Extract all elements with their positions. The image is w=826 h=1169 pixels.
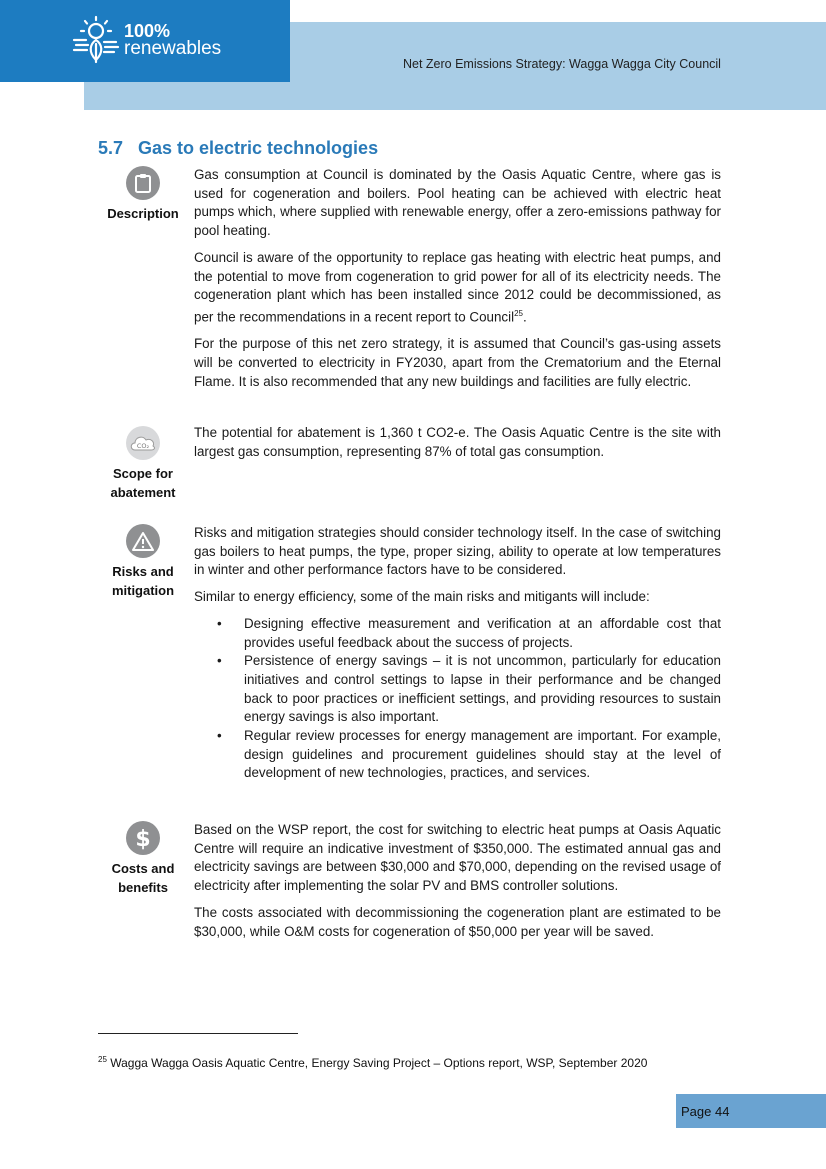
description-paragraph-2: [194, 249, 721, 327]
clipboard-icon: [126, 166, 160, 200]
costs-paragraph-2: The costs associated with decommissioning the cogeneration plant are estimated to be $30,000, while O&M costs for cogeneration of $50,000 per year will be saved.: [194, 904, 721, 939]
section-heading: [98, 138, 378, 159]
risks-label-2: mitigation: [111, 583, 175, 598]
risks-paragraph-1: Risks and mitigation strategies should consider technology itself. In the case of switching gas boilers to heat pumps, the type, proper sizing, ability to operate at low temperatures in winter and other performance factors have to be considered.: [194, 525, 721, 578]
costs-body: [194, 821, 721, 949]
document-title: Net Zero Emissions Strategy: Wagga Wagga City Council: [403, 57, 721, 71]
scope-label-2: abatement: [110, 485, 176, 500]
section-number: 5.7: [98, 138, 124, 158]
logo-panel: [0, 0, 290, 82]
dollar-icon: [126, 821, 160, 855]
logo-line-1: 100%: [124, 21, 171, 41]
svg-text:CO₂: CO₂: [136, 442, 150, 450]
footnote-text: Wagga Wagga Oasis Aquatic Centre, Energy Saving Project – Options report, WSP, September 2020: [106, 1056, 648, 1070]
scope-paragraph-1: The potential for abatement is 1,360 t CO2-e. The Oasis Aquatic Centre is the site with largest gas consumption, representing 87% of total gas consumption.: [194, 425, 721, 459]
footnote-number: 25: [98, 1055, 107, 1064]
list-item: • Regular review processes for energy management are important. For example, design guidelines and procurement guidelines should stay at the level of development of new technologies, practices, and services.: [244, 727, 721, 783]
description-paragraph-2-end: .: [522, 309, 527, 325]
logo-wordmark: [124, 22, 221, 58]
description-paragraph-1: Gas consumption at Council is dominated by the Oasis Aquatic Centre, where gas is used for cogeneration and boilers. Pool heating can be achieved with electric heat pumps which, where supplied with renewable energy, offer a zero-emissions pathway for pool heating.: [194, 167, 721, 239]
footnote: [98, 1055, 647, 1070]
description-sidebar: [100, 166, 186, 223]
list-item: • Persistence of energy savings – it is not uncommon, particularly for education initiatives and control settings to lapse in their performance and be changed back to poor practices or inefficient settings, and providing resources to sustain energy savings is also important.: [244, 652, 721, 727]
warning-icon: [126, 524, 160, 558]
description-body: [194, 166, 721, 399]
page-number: Page 44: [681, 1103, 730, 1119]
scope-label-1: Scope for: [113, 466, 173, 481]
costs-paragraph-1: Based on the WSP report, the cost for switching to electric heat pumps at Oasis Aquatic Centre will require an indicative investment of $350,000. The estimated annual gas and electricity savings are between $30,000 and $70,000, depending on the revised usage of electricity after implementing the solar PV and BMS controller solutions.: [194, 822, 721, 894]
sun-leaf-logo-icon: [72, 14, 120, 64]
footnote-reference: 25: [514, 308, 523, 318]
risks-bullet-list: [194, 615, 721, 783]
scope-sidebar: [100, 426, 186, 502]
risks-paragraph-2: Similar to energy efficiency, some of the main risks and mitigants will include:: [194, 589, 650, 605]
risks-body: [194, 524, 721, 783]
costs-label-1: Costs and: [111, 861, 175, 876]
description-paragraph-3: For the purpose of this net zero strategy, it is assumed that Council’s gas-using assets will be converted to electricity in FY2030, apart from the Crematorium and the Eternal Flame. It is also recommended that any new buildings and facilities are fully electric.: [194, 336, 721, 389]
scope-body: [194, 424, 721, 469]
risks-label-1: Risks and: [112, 564, 174, 579]
costs-sidebar: [100, 821, 186, 897]
section-title: Gas to electric technologies: [138, 138, 379, 158]
description-label: Description: [107, 206, 179, 221]
costs-label-2: benefits: [118, 880, 168, 895]
risks-sidebar: [100, 524, 186, 600]
list-item: • Designing effective measurement and verification at an affordable cost that provides useful feedback about the success of projects.: [244, 615, 721, 652]
logo-line-2: renewables: [124, 38, 222, 59]
co2-cloud-icon: [126, 426, 160, 460]
footnote-divider: [98, 1033, 298, 1034]
svg-text:$: $: [135, 827, 151, 850]
page-number-box: [676, 1094, 826, 1128]
description-paragraph-2-text: Council is aware of the opportunity to replace gas heating with electric heat pumps, and the potential to move from cogeneration to grid power for all of its electricity needs. The cogeneration plant which has been installed since 2012 could be decommissioned, as per the recommendations in a recent report to Council: [194, 249, 721, 325]
